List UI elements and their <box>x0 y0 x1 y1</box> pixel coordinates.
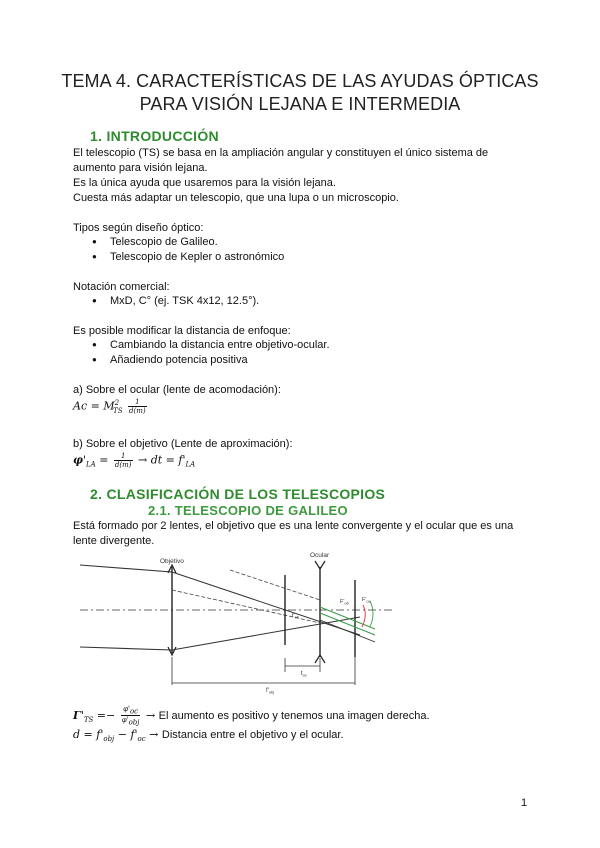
notation-label: Notación comercial: <box>73 281 170 293</box>
label-fobj: $f'_{obj}$ <box>266 688 275 695</box>
list-item: ● Cambiando la distancia entre objetivo-ocular. <box>92 339 330 351</box>
magnification-formula: $\Gamma'_{TS}$ =− $\frac{\varphi'_{oc}}{\varphi'_{obj}}$ → El aumento es positivo y tenemos una imagen derecha. <box>73 705 430 727</box>
intro-line-3: Es la única ayuda que usaremos para la visión lejana. <box>73 177 336 189</box>
list-item: ● Telescopio de Galileo. <box>92 236 218 248</box>
galileo-desc-line-2: lente divergente. <box>73 535 155 547</box>
refracted-ray-1 <box>172 572 360 635</box>
intro-line-4: Cuesta más adaptar un telescopio, que una lupa o un microscopio. <box>73 192 399 204</box>
list-item: ● Telescopio de Kepler o astronómico <box>92 251 285 263</box>
section-heading-introduccion: 1. INTRODUCCIÓN <box>90 128 219 144</box>
ocular-label: Ocular <box>310 552 330 559</box>
label-f-oc: $F'_{oc}$ <box>362 597 371 604</box>
incoming-ray-bottom <box>80 647 172 650</box>
distance-formula: $d = f'_{obj} - f'_{oc}$ → Distancia entre el objetivo y el ocular. <box>73 728 344 744</box>
distance-explanation: Distancia entre el objetivo y el ocular. <box>161 729 344 741</box>
title-line-2: PARA VISIÓN LEJANA E INTERMEDIA <box>139 94 461 114</box>
incoming-ray-top <box>80 565 172 572</box>
intro-line-2: aumento para visión lejana. <box>73 162 208 174</box>
angle-arc-green <box>370 601 373 627</box>
galileo-desc-line-1: Está formado por 2 lentes, el objetivo que es una lente convergente y el ocular que es una <box>73 520 514 532</box>
section-heading-clasificacion: 2. CLASIFICACIÓN DE LOS TELESCOPIOS <box>90 486 386 502</box>
types-label: Tipos según diseño óptico: <box>73 222 204 234</box>
refracted-ray-2 <box>172 617 360 650</box>
label-f-ob: $F'_{ob}$ <box>340 599 349 606</box>
magnification-explanation: El aumento es positivo y tenemos una imagen derecha. <box>158 709 430 722</box>
intro-line-1: El telescopio (TS) se basa en la ampliación angular y constituyen el único sistema de <box>73 147 489 159</box>
subsection-heading-galileo: 2.1. TELESCOPIO DE GALILEO <box>148 503 348 518</box>
list-item: ● Añadiendo potencia positiva <box>92 354 248 366</box>
list-item: ● MxD, C° (ej. TSK 4x12, 12.5°). <box>92 295 260 307</box>
galileo-telescope-diagram <box>70 545 400 695</box>
approximation-formula: $\varphi'_{LA}$ = $\frac{1}{d(m)}$ → dt = $f'_{LA}$ <box>73 452 196 469</box>
emergent-ray-3 <box>320 620 375 642</box>
page-number: 1 <box>521 797 528 809</box>
option-b-label: b) Sobre el objetivo (Lente de aproximación): <box>73 438 293 450</box>
objective-label: Objetivo <box>160 558 184 565</box>
focus-label: Es posible modificar la distancia de enfoque: <box>73 325 291 337</box>
page-title <box>40 70 560 116</box>
title-line-1: TEMA 4. CARACTERÍSTICAS DE LAS AYUDAS ÓPTICAS <box>61 71 539 91</box>
label-fob: $f'_{ob}$ <box>292 613 300 620</box>
option-a-label: a) Sobre el ocular (lente de acomodación): <box>73 384 281 396</box>
accommodation-formula: $Ac = M^2_{TS}$ $\frac{1}{d(m)}$ <box>73 398 146 415</box>
label-toc: $t_{oc}$ <box>301 671 307 678</box>
